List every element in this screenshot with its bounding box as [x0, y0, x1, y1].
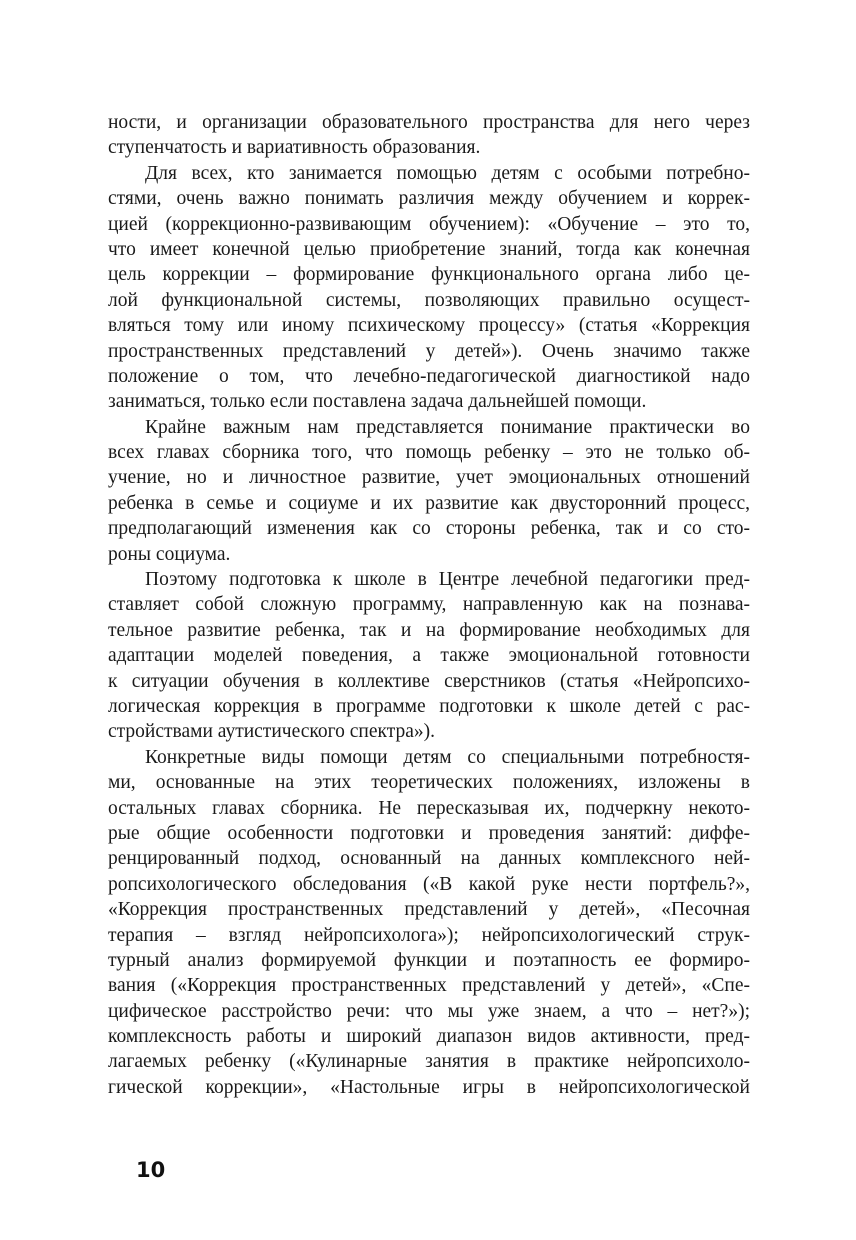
paragraph	[108, 745, 750, 1100]
body-text	[108, 110, 750, 1100]
text-line: положение о том, что лечебно-педагогической диагностикой надо	[108, 365, 750, 387]
text-line: пространственных представлений у детей»). Очень значимо также	[108, 340, 750, 362]
text-line: ности, и организации образовательного пространства для него через	[108, 112, 750, 133]
text-line: ставляет собой сложную программу, направленную как на познава-	[108, 594, 750, 616]
text-line: Крайне важным нам представляется понимание практически во	[145, 416, 750, 438]
text-line: учение, но и личностное развитие, учет эмоциональных отношений	[108, 467, 750, 489]
text-line: адаптации моделей поведения, а также эмоциональной готовности	[108, 645, 750, 667]
text-line: гической коррекции», «Настольные игры в нейропсихологической	[108, 1076, 750, 1098]
paragraph	[108, 161, 750, 415]
text-line: «Коррекция пространственных представлений у детей», «Песочная	[108, 899, 750, 921]
text-line: Для всех, кто занимается помощью детям с особыми потребно-	[145, 162, 750, 184]
text-line: вания («Коррекция пространственных представлений у детей», «Спе-	[108, 975, 750, 997]
text-line: терапия – взгляд нейропсихолога»); нейропсихологический струк-	[108, 924, 750, 946]
text-line: к ситуации обучения в коллективе сверстников (статья «Нейропсихо-	[108, 670, 750, 692]
text-line: Поэтому подготовка к школе в Центре лечебной педагогики пред-	[145, 569, 750, 591]
paragraph	[108, 415, 750, 567]
text-line: ми, основанные на этих теоретических положениях, изложены в	[108, 772, 750, 794]
text-line: цель коррекции – формирование функционального органа либо це-	[108, 264, 750, 286]
text-line: ступенчатость и вариативность образования.	[108, 137, 481, 159]
text-line: турный анализ формируемой функции и поэтапность ее формиро-	[108, 949, 750, 971]
text-line: тельное развитие ребенка, так и на формирование необходимых для	[108, 619, 750, 641]
text-line: вляться тому или иному психическому процессу» (статья «Коррекция	[108, 315, 750, 337]
page-number: 10	[136, 1158, 166, 1182]
text-line: ропсихологического обследования («В какой руке нести портфель?»,	[108, 873, 750, 895]
text-line: остальных главах сборника. Не пересказывая их, подчеркну некото-	[108, 797, 750, 819]
text-line: предполагающий изменения как со стороны ребенка, так и со сто-	[108, 518, 750, 540]
text-line: логическая коррекция в программе подготовки к школе детей с рас-	[108, 695, 750, 717]
text-line: всех главах сборника того, что помощь ребенку – это не только об-	[108, 442, 750, 464]
text-line: стройствами аутистического спектра»).	[108, 721, 435, 743]
text-line: стями, очень важно понимать различия между обучением и коррек-	[108, 188, 750, 210]
text-line: комплексность работы и широкий диапазон видов активности, пред-	[108, 1026, 750, 1048]
text-line: ребенка в семье и социуме и их развитие как двусторонний процесс,	[108, 492, 750, 514]
paragraph	[108, 567, 750, 745]
paragraph	[108, 110, 750, 161]
text-line: рые общие особенности подготовки и проведения занятий: диффе-	[108, 822, 750, 844]
text-line: ренцированный подход, основанный на данных комплексного ней-	[108, 848, 750, 870]
text-line: цифическое расстройство речи: что мы уже знаем, а что – нет?»);	[108, 1000, 750, 1022]
text-line: что имеет конечной целью приобретение знаний, тогда как конечная	[108, 238, 750, 260]
text-line: лой функциональной системы, позволяющих правильно осущест-	[108, 289, 750, 311]
text-line: лагаемых ребенку («Кулинарные занятия в практике нейропсихоло-	[108, 1051, 750, 1073]
text-line: Конкретные виды помощи детям со специальными потребностя-	[145, 746, 750, 768]
text-line: цией (коррекционно-развивающим обучением): «Обучение – это то,	[108, 213, 750, 235]
text-line: заниматься, только если поставлена задача дальнейшей помощи.	[108, 391, 647, 413]
text-line: роны социума.	[108, 543, 231, 565]
